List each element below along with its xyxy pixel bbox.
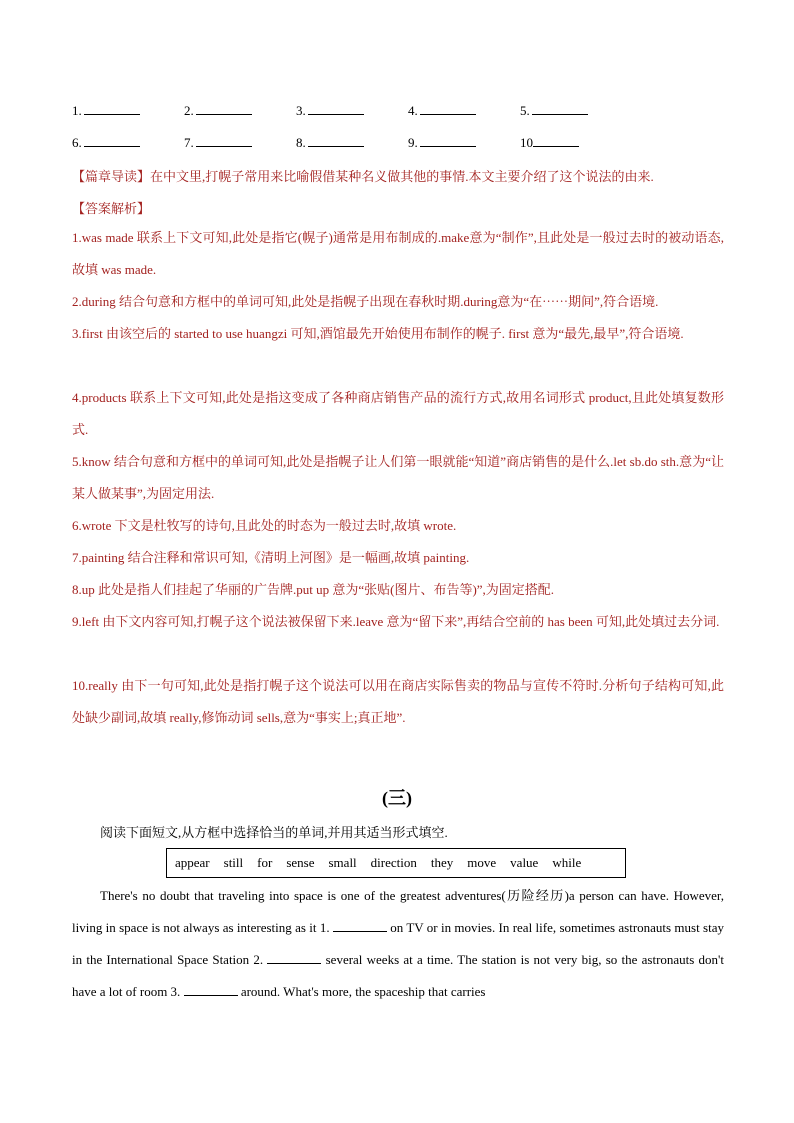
explanation-8: 8.up 此处是指人们挂起了华丽的广告牌.put up 意为“张贴(图片、布告等)”,为固定搭配.	[72, 582, 555, 597]
word-bank-item: they	[430, 855, 454, 870]
word-bank-item: small	[328, 855, 357, 870]
blank-9: 9.	[408, 134, 476, 151]
explanation-2: 2.during 结合句意和方框中的单词可知,此处是指幌子出现在春秋时期.during意为“在⋯⋯期间”,符合语境.	[72, 294, 659, 309]
word-bank-item: sense	[286, 855, 315, 870]
reading-passage	[72, 880, 724, 1008]
instructions: 阅读下面短文,从方框中选择恰当的单词,并用其适当形式填空.	[100, 825, 448, 840]
word-bank-item: value	[510, 855, 539, 870]
blank-6: 6.	[72, 134, 140, 151]
passage-text-1: There's no doubt that traveling into space is one of the greatest adventures(历险经历)a person can have. However, living in space is not always as interesting as it 1.	[72, 888, 724, 935]
explanation-9: 9.left 由下文内容可知,打幌子这个说法被保留下来.leave 意为“留下来”,再结合空前的 has been 可知,此处填过去分词.	[72, 614, 720, 629]
passage-guide	[72, 166, 654, 185]
answer-blanks-row-2	[72, 134, 722, 154]
word-bank-item: still	[223, 855, 244, 870]
explanation-4: 4.products 联系上下文可知,此处是指这变成了各种商店销售产品的流行方式,故用名词形式 product,且此处填复数形式.	[72, 390, 724, 437]
explanation-6: 6.wrote 下文是杜牧写的诗句,且此处的时态为一般过去时,故填 wrote.	[72, 518, 457, 533]
blank-8: 8.	[296, 134, 364, 151]
explanation-5: 5.know 结合句意和方框中的单词可知,此处是指幌子让人们第一眼就能“知道”商店销售的是什么.let sb.do sth.意为“让某人做某事”,为固定用法.	[72, 454, 724, 501]
passage-text-2: on TV or in movies. In real life, sometimes astronauts must stay in the International Space Station 2.	[72, 920, 724, 967]
blank-7: 7.	[184, 134, 252, 151]
passage-text-4: around. What's more, the spaceship that carries	[237, 984, 486, 999]
passage-blank-1[interactable]	[333, 919, 387, 932]
answer-analysis-label: 【答案解析】	[72, 201, 151, 216]
word-bank-item: for	[257, 855, 273, 870]
blank-1: 1.	[72, 102, 140, 119]
explanation-10: 10.really 由下一句可知,此处是指打幌子这个说法可以用在商店实际售卖的物品与宣传不符时.分析句子结构可知,此处缺少副词,故填 really,修饰动词 sells,意为“事实上;真正地”.	[72, 678, 724, 725]
passage-blank-3[interactable]	[184, 983, 238, 996]
word-bank-item: move	[467, 855, 497, 870]
word-bank-item: appear	[175, 855, 210, 870]
word-bank-box	[166, 848, 626, 878]
passage-text-3: several weeks at a time. The station is not very big, so the astronauts don't have a lot of room 3.	[72, 952, 725, 999]
passage-guide-label: 【篇章导读】	[72, 169, 151, 184]
blank-10: 10	[520, 134, 579, 151]
word-bank-item: direction	[370, 855, 417, 870]
answer-blanks-row-1	[72, 102, 722, 122]
section-title: (三)	[382, 788, 412, 808]
blank-4: 4.	[408, 102, 476, 119]
blank-5: 5.	[520, 102, 588, 119]
blank-2: 2.	[184, 102, 252, 119]
blank-3: 3.	[296, 102, 364, 119]
word-bank-item: while	[552, 855, 582, 870]
explanation-1: 1.was made 联系上下文可知,此处是指它(幌子)通常是用布制成的.make意为“制作”,且此处是一般过去时的被动语态,故填 was made.	[72, 230, 724, 277]
passage-blank-2[interactable]	[267, 951, 321, 964]
explanation-7: 7.painting 结合注释和常识可知,《清明上河图》是一幅画,故填 painting.	[72, 550, 470, 565]
explanation-3: 3.first 由该空后的 started to use huangzi 可知,酒馆最先开始使用布制作的幌子. first 意为“最先,最早”,符合语境.	[72, 326, 684, 341]
passage-guide-text: 在中文里,打幌子常用来比喻假借某种名义做其他的事情.本文主要介绍了这个说法的由来.	[150, 169, 654, 184]
